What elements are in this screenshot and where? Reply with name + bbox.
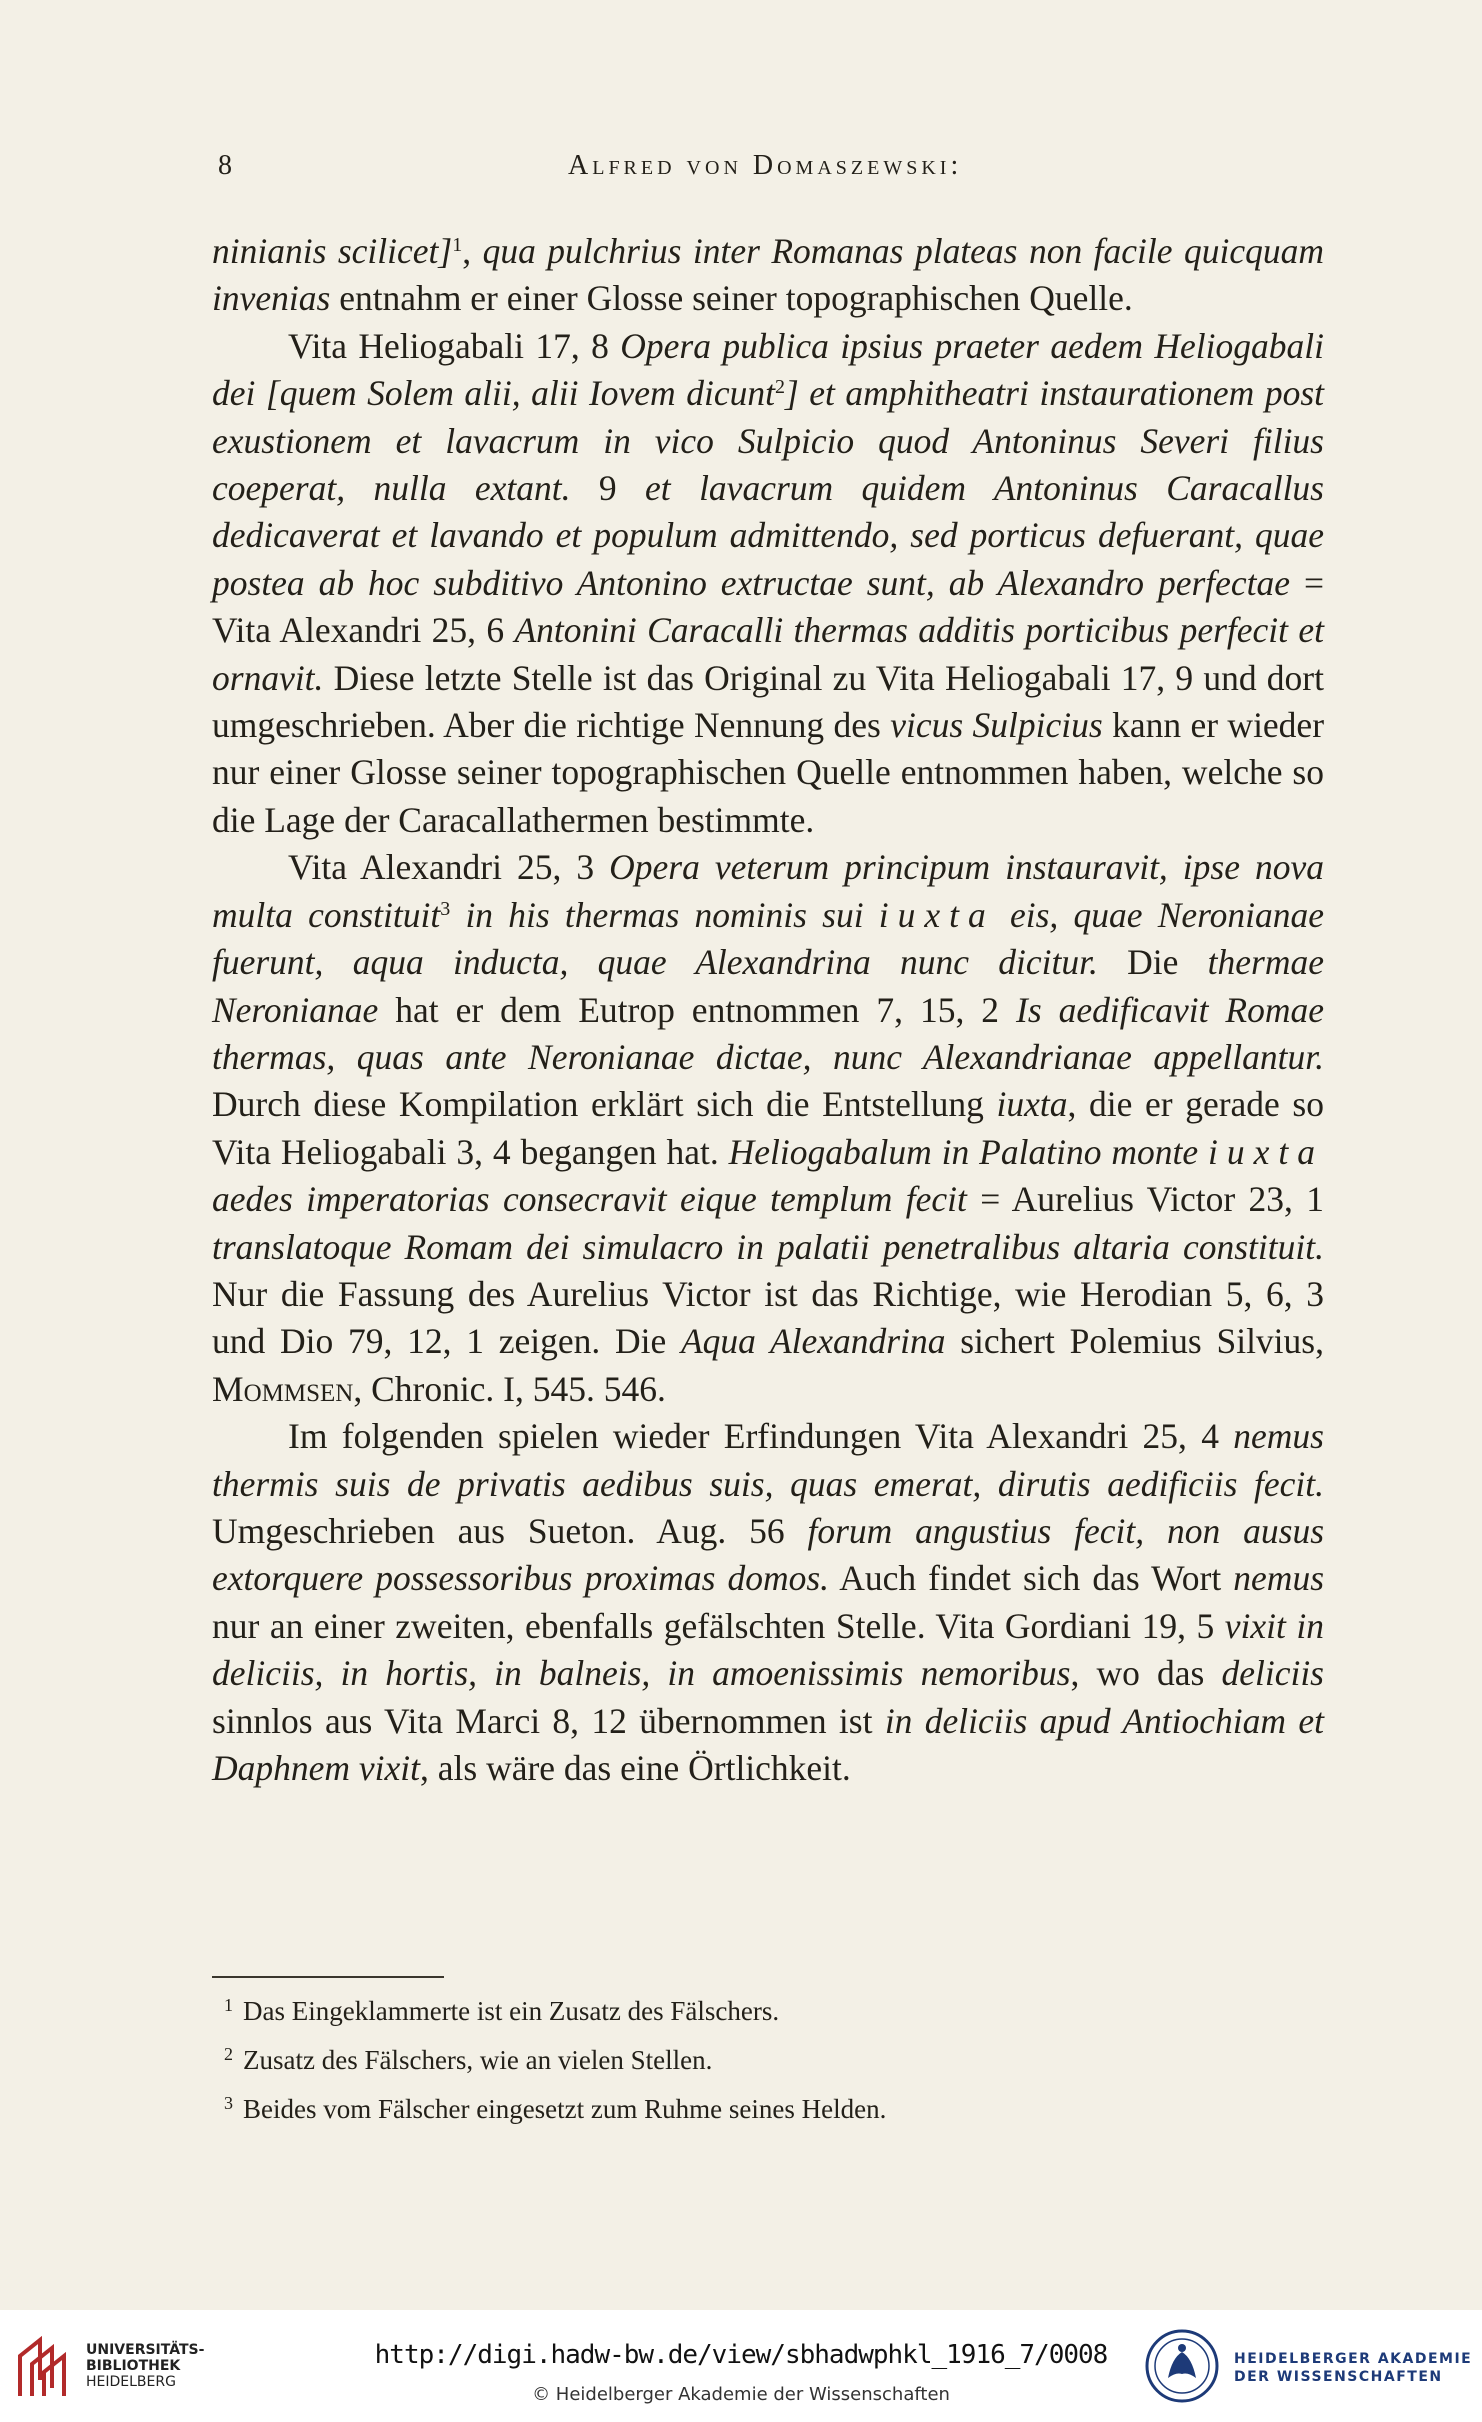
academy-seal-icon[interactable]: [1144, 2328, 1220, 2404]
page-number: 8: [218, 150, 234, 181]
footnotes: [212, 1984, 1324, 2131]
copyright-notice: © Heidelberger Akademie der Wissenschaften: [532, 2384, 950, 2405]
footnote: $^3$ Beides vom Fälscher eingesetzt zum Ruhme seines Helden.: [224, 2093, 887, 2124]
footnote: $^1$ Das Eingeklammerte ist ein Zusatz des Fälschers.: [224, 1995, 780, 2026]
paragraph: Im folgenden spielen wieder Erfindungen Vita Alexandri 25, 4 nemus thermis suis de privatis aedibus suis, quas emerat, dirutis aedificiis fecit. Umgeschrieben aus Sueton. Aug. 56 forum angustius fecit, non ausus extorquere possessoribus proximas domos. Auch findet sich das Wort nemus nur an einer zweiten, ebenfalls gefälschten Stelle. Vita Gordiani 19, 5 vixit in deliciis, in hortis, in balneis, in amoenissimis nemoribus, wo das deliciis sinnlos aus Vita Marci 8, 12 übernommen ist in deliciis apud Antiochiam et Daphnem vixit, als wäre das eine Örtlichkeit.: [212, 1416, 1325, 1788]
paragraph: ninianis scilicet]$^1$, qua pulchrius inter Romanas plateas non facile quicquam invenias entnahm er einer Glosse seiner topographischen Quelle.: [212, 231, 1324, 319]
running-header: [212, 150, 1322, 190]
viewer-footer: [0, 2310, 1482, 2422]
paragraph: Vita Alexandri 25, 3 Opera veterum principum instauravit, ipse nova multa constituit$^3$ in his thermas nominis sui iuxta eis, quae Neronianae fuerunt, aqua inducta, quae Alexandrina nunc dicitur. Die thermae Neronianae hat er dem Eutrop entnommen 7, 15, 2 Is aedificavit Romae thermas, quas ante Neronianae dictae, nunc Alexandrianae appellantur. Durch diese Kompilation erklärt sich die Entstellung iuxta, die er gerade so Vita Heliogabali 3, 4 begangen hat. Heliogabalum in Palatino monte iuxta aedes imperatorias consecravit eique templum fecit = Aurelius Victor 23, 1 translatoque Romam dei simulacro in palatii penetralibus altaria constituit. Nur die Fassung des Aurelius Victor ist das Richtige, wie Herodian 5, 6, 3 und Dio 79, 12, 1 zeigen. Die Aqua Alexandrina sichert Polemius Silvius, Mommsen, Chronic. I, 545. 546.: [212, 847, 1325, 1409]
academy-name: HEIDELBERGER AKADEMIE DER WISSENSCHAFTEN: [1234, 2351, 1473, 2385]
running-title: Alfred von Domaszewski:: [568, 150, 963, 181]
footnote-divider: [212, 1976, 444, 1978]
library-name: UNIVERSITÄTS- BIBLIOTHEK HEIDELBERG: [86, 2342, 205, 2390]
permalink-url[interactable]: http://digi.hadw-bw.de/view/sbhadwphkl_1916_7/0008: [374, 2340, 1108, 2370]
footnote: $^2$ Zusatz des Fälschers, wie an vielen Stellen.: [224, 2044, 713, 2075]
body-text: [212, 228, 1324, 1792]
paragraph: Vita Heliogabali 17, 8 Opera publica ipsius praeter aedem Heliogabali dei [quem Solem alii, alii Iovem dicunt$^2$] et amphitheatri instaurationem post exustionem et lavacrum in vico Sulpicio quod Antoninus Severi filius coeperat, nulla extant. 9 et lavacrum quidem Antoninus Caracallus dedicaverat et lavando et populum admittendo, sed porticus defuerant, quae postea ab hoc subditivo Antonino extructae sunt, ab Alexandro perfectae = Vita Alexandri 25, 6 Antonini Caracalli thermas additis porticibus perfecit et ornavit. Diese letzte Stelle ist das Original zu Vita Heliogabali 17, 9 und dort umgeschrieben. Aber die richtige Nennung des vicus Sulpicius kann er wieder nur einer Glosse seiner topographischen Quelle entnommen haben, welche so die Lage der Caracallathermen bestimmte.: [212, 325, 1325, 840]
